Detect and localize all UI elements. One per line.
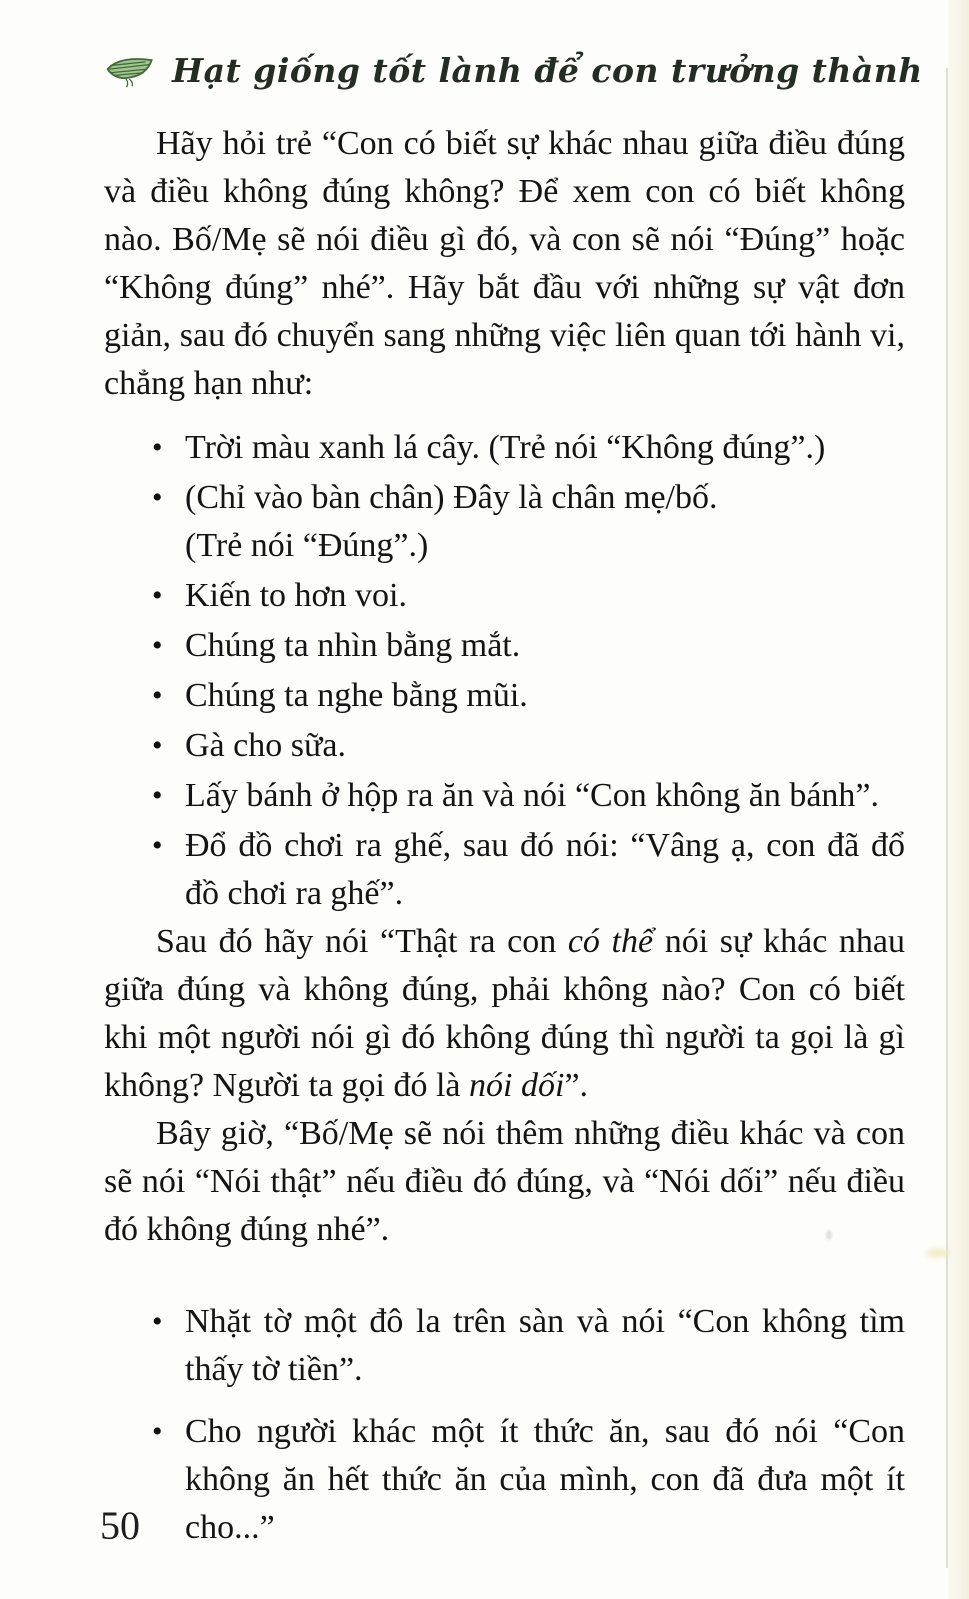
list-item-text: Đổ đồ chơi ra ghế, sau đó nói: “Vâng ạ, con đã đổ đồ chơi ra ghế”. — [185, 827, 905, 912]
list-item-text: (Chỉ vào bàn chân) Đây là chân mẹ/bố. — [185, 479, 718, 516]
bullet-icon: • — [152, 629, 163, 662]
list-item — [104, 722, 905, 770]
paragraph-segment-italic: có thể — [567, 923, 654, 960]
paragraph-explain — [104, 918, 905, 1110]
list-item — [104, 772, 905, 820]
paragraph-intro: Hãy hỏi trẻ “Con có biết sự khác nhau giữa điều đúng và điều không đúng không? Để xem con có biết không nào. Bố/Mẹ sẽ nói điều gì đó, và con sẽ nói “Đúng” hoặc “Không đúng” nhé”. Hãy bắt đầu với những sự vật đơn giản, sau đó chuyển sang những việc liên quan tới hành vi, chẳng hạn như: — [104, 125, 905, 402]
list-item — [104, 1408, 905, 1552]
bullet-list-statements — [104, 424, 905, 918]
list-item — [104, 474, 905, 570]
paragraph-segment: nói sự khác nhau giữa đúng và không đúng, phải không nào? Con có biết khi một người nói gì đó không đúng thì người ta gọi là gì không? Người ta gọi đó là — [104, 923, 905, 1104]
bullet-icon: • — [152, 579, 163, 612]
bullet-icon: • — [152, 431, 163, 464]
list-item-text: Nhặt tờ một đô la trên sàn và nói “Con không tìm thấy tờ tiền”. — [185, 1303, 905, 1388]
bullet-icon: • — [152, 729, 163, 762]
list-item — [104, 1298, 905, 1394]
scan-speck — [926, 1248, 950, 1258]
bullet-icon: • — [152, 481, 163, 514]
list-item-text: (Trẻ nói “Đúng”.) — [185, 527, 429, 564]
bullet-icon: • — [152, 779, 163, 812]
page-number: 50 — [100, 1503, 140, 1548]
list-item-text: Kiến to hơn voi. — [185, 577, 407, 614]
list-item — [104, 572, 905, 620]
running-header — [104, 50, 923, 90]
leaf-icon — [104, 50, 158, 90]
list-item-text: Trời màu xanh lá cây. (Trẻ nói “Không đúng”.) — [185, 429, 826, 466]
list-item — [104, 424, 905, 472]
bullet-icon: • — [152, 1305, 163, 1338]
list-item-text: Gà cho sữa. — [185, 727, 346, 764]
list-item-text: Chúng ta nghe bằng mũi. — [185, 677, 528, 714]
bullet-icon: • — [152, 679, 163, 712]
running-header-title: Hạt giống tốt lành để con trưởng thành — [172, 50, 923, 90]
list-item — [104, 672, 905, 720]
bullet-list-lie-examples — [104, 1298, 905, 1552]
list-item — [104, 822, 905, 918]
paragraph-segment: ”. — [564, 1067, 589, 1104]
paragraph-now: Bây giờ, “Bố/Mẹ sẽ nói thêm những điều khác và con sẽ nói “Nói thật” nếu điều đó đúng, và “Nói dối” nếu điều đó không đúng nhé”. — [104, 1115, 905, 1248]
list-item-text: Chúng ta nhìn bằng mắt. — [185, 627, 521, 664]
bullet-icon: • — [152, 829, 163, 862]
list-item-text: Cho người khác một ít thức ăn, sau đó nói “Con không ăn hết thức ăn của mình, con đã đưa một ít cho...” — [185, 1413, 905, 1546]
bullet-icon: • — [152, 1415, 163, 1448]
paragraph-segment-italic: nói dối — [469, 1067, 565, 1104]
paragraph-segment: Sau đó hãy nói “Thật ra con — [156, 923, 568, 960]
scan-edge-strip — [948, 0, 969, 1599]
page-content — [104, 50, 923, 1552]
list-item-text: Lấy bánh ở hộp ra ăn và nói “Con không ăn bánh”. — [185, 777, 880, 814]
list-item — [104, 622, 905, 670]
